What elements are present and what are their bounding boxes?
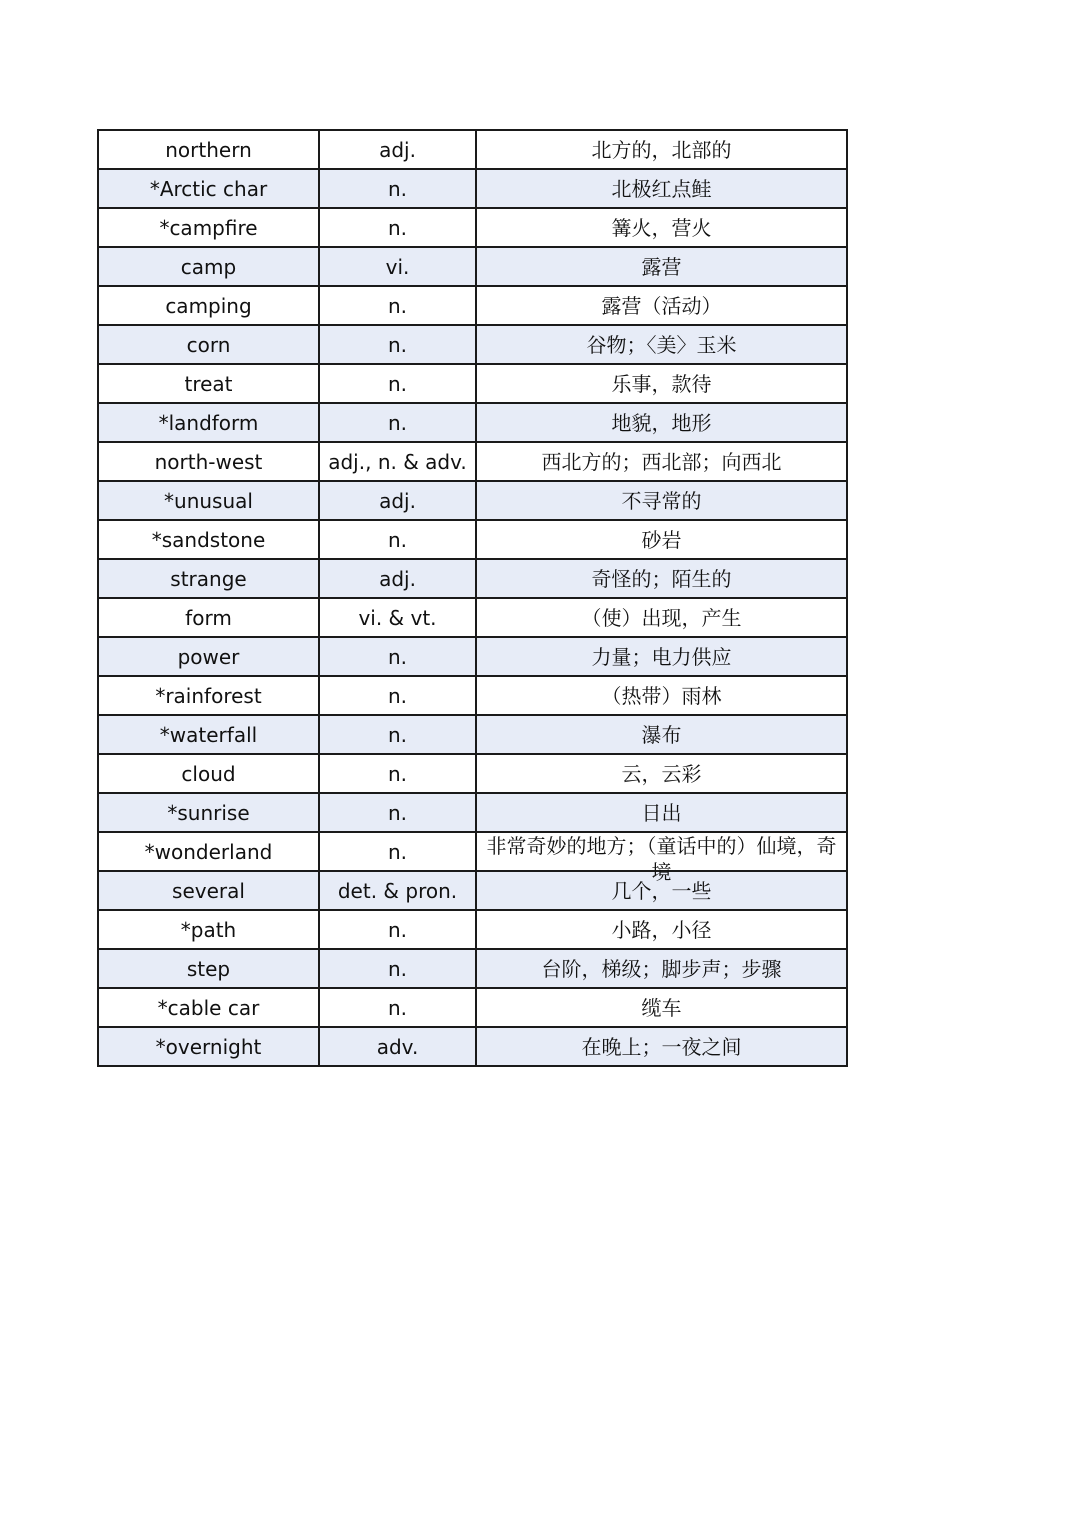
part-of-speech-cell: det. & pron. — [319, 871, 476, 910]
vocab-row — [98, 598, 847, 637]
part-of-speech-cell: adj. — [319, 559, 476, 598]
meaning-cell: 几个，一些 — [476, 871, 847, 910]
vocabulary-table-body — [98, 130, 847, 1066]
vocab-row — [98, 949, 847, 988]
meaning-cell: 在晚上；一夜之间 — [476, 1027, 847, 1066]
word-cell: several — [98, 871, 319, 910]
part-of-speech-cell: vi. — [319, 247, 476, 286]
vocab-row — [98, 832, 847, 871]
part-of-speech-cell: n. — [319, 754, 476, 793]
vocab-row — [98, 988, 847, 1027]
vocab-row — [98, 481, 847, 520]
part-of-speech-cell: n. — [319, 793, 476, 832]
meaning-cell: 露营 — [476, 247, 847, 286]
word-cell: treat — [98, 364, 319, 403]
word-cell: camp — [98, 247, 319, 286]
word-cell: corn — [98, 325, 319, 364]
part-of-speech-cell: n. — [319, 364, 476, 403]
vocab-row — [98, 715, 847, 754]
word-cell: northern — [98, 130, 319, 169]
word-cell: camping — [98, 286, 319, 325]
part-of-speech-cell: n. — [319, 169, 476, 208]
part-of-speech-cell: vi. & vt. — [319, 598, 476, 637]
vocab-row — [98, 442, 847, 481]
vocab-row — [98, 1027, 847, 1066]
meaning-cell: 奇怪的；陌生的 — [476, 559, 847, 598]
meaning-cell: 乐事，款待 — [476, 364, 847, 403]
part-of-speech-cell: adj. — [319, 130, 476, 169]
vocab-row — [98, 871, 847, 910]
word-cell: *overnight — [98, 1027, 319, 1066]
meaning-cell: 力量；电力供应 — [476, 637, 847, 676]
meaning-cell: 露营（活动） — [476, 286, 847, 325]
word-cell: *campfire — [98, 208, 319, 247]
part-of-speech-cell: n. — [319, 715, 476, 754]
vocab-row — [98, 403, 847, 442]
meaning-cell: 地貌，地形 — [476, 403, 847, 442]
vocab-row — [98, 559, 847, 598]
word-cell: *landform — [98, 403, 319, 442]
word-cell: *cable car — [98, 988, 319, 1027]
part-of-speech-cell: n. — [319, 910, 476, 949]
vocab-row — [98, 793, 847, 832]
meaning-cell: 西北方的；西北部；向西北 — [476, 442, 847, 481]
vocab-row — [98, 325, 847, 364]
word-cell: *path — [98, 910, 319, 949]
vocabulary-table — [97, 129, 848, 1067]
part-of-speech-cell: adj., n. & adv. — [319, 442, 476, 481]
meaning-cell: 北极红点鲑 — [476, 169, 847, 208]
meaning-cell: 砂岩 — [476, 520, 847, 559]
meaning-cell: 小路，小径 — [476, 910, 847, 949]
vocab-row — [98, 208, 847, 247]
meaning-cell: 谷物；〈美〉玉米 — [476, 325, 847, 364]
meaning-cell: （使）出现，产生 — [476, 598, 847, 637]
word-cell: form — [98, 598, 319, 637]
word-cell: power — [98, 637, 319, 676]
word-cell: *wonderland — [98, 832, 319, 871]
word-cell: step — [98, 949, 319, 988]
meaning-cell: 北方的，北部的 — [476, 130, 847, 169]
part-of-speech-cell: n. — [319, 208, 476, 247]
meaning-cell — [476, 832, 847, 884]
vocab-row — [98, 364, 847, 403]
vocab-row — [98, 637, 847, 676]
word-cell: strange — [98, 559, 319, 598]
meaning-cell: 云，云彩 — [476, 754, 847, 793]
word-cell: north-west — [98, 442, 319, 481]
meaning-cell: 台阶，梯级；脚步声；步骤 — [476, 949, 847, 988]
meaning-text: 非常奇妙的地方；（童话中的）仙境，奇境 — [486, 834, 837, 884]
part-of-speech-cell: n. — [319, 949, 476, 988]
vocab-row — [98, 286, 847, 325]
meaning-cell: （热带）雨林 — [476, 676, 847, 715]
part-of-speech-cell: n. — [319, 520, 476, 559]
meaning-cell: 篝火，营火 — [476, 208, 847, 247]
part-of-speech-cell: n. — [319, 637, 476, 676]
vocab-row — [98, 130, 847, 169]
vocab-row — [98, 520, 847, 559]
vocab-row — [98, 676, 847, 715]
word-cell: *rainforest — [98, 676, 319, 715]
meaning-cell: 瀑布 — [476, 715, 847, 754]
vocab-row — [98, 247, 847, 286]
meaning-cell: 缆车 — [476, 988, 847, 1027]
word-cell: *waterfall — [98, 715, 319, 754]
vocab-row — [98, 754, 847, 793]
word-cell: *unusual — [98, 481, 319, 520]
part-of-speech-cell: adv. — [319, 1027, 476, 1066]
word-cell: cloud — [98, 754, 319, 793]
meaning-cell: 日出 — [476, 793, 847, 832]
part-of-speech-cell: n. — [319, 832, 476, 871]
part-of-speech-cell: n. — [319, 403, 476, 442]
part-of-speech-cell: n. — [319, 988, 476, 1027]
word-cell: *Arctic char — [98, 169, 319, 208]
vocab-row — [98, 910, 847, 949]
part-of-speech-cell: n. — [319, 325, 476, 364]
word-cell: *sandstone — [98, 520, 319, 559]
part-of-speech-cell: n. — [319, 676, 476, 715]
vocab-row — [98, 169, 847, 208]
part-of-speech-cell: adj. — [319, 481, 476, 520]
word-cell: *sunrise — [98, 793, 319, 832]
meaning-cell: 不寻常的 — [476, 481, 847, 520]
part-of-speech-cell: n. — [319, 286, 476, 325]
